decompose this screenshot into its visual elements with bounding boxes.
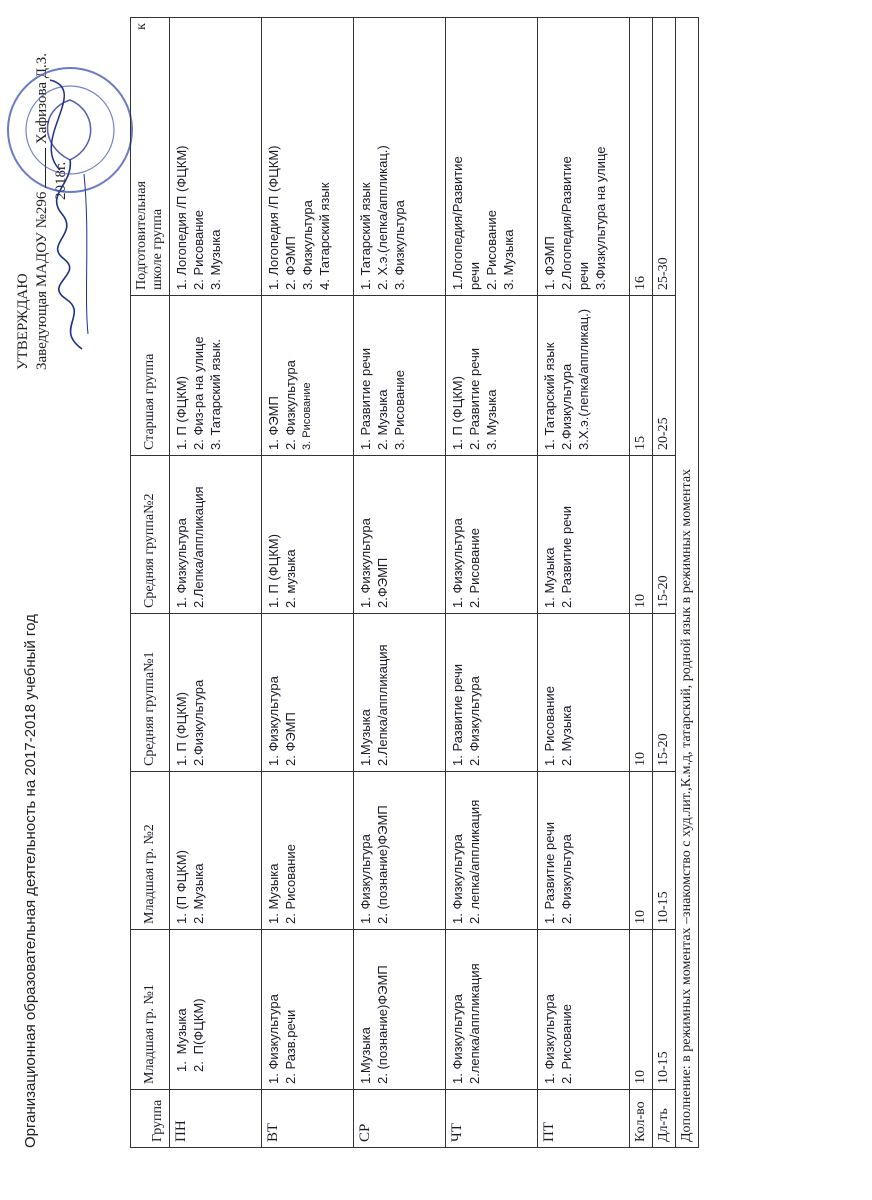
count-label: Кол-во xyxy=(630,1090,653,1148)
header-group: Средняя группа№1 xyxy=(131,614,170,772)
approval-head-title: Заведующая МАДОУ №296 xyxy=(34,191,50,370)
count-value: 15 xyxy=(630,296,653,456)
activity: 4. Татарский язык xyxy=(317,182,332,290)
header-group: Младшая гр. №1 xyxy=(131,930,170,1090)
table-cell xyxy=(354,772,446,930)
table-cell xyxy=(446,18,538,296)
activity: 2.Лепка/аппликация xyxy=(375,644,390,766)
activity: речи xyxy=(467,261,482,290)
table-cell xyxy=(262,18,354,296)
count-row xyxy=(630,18,653,1148)
table-row xyxy=(538,18,630,1148)
activity: 2.Физкультура xyxy=(191,679,206,766)
activity: 1. (П ФЦКМ) xyxy=(174,850,189,924)
activity: 3. Музыка xyxy=(501,229,516,290)
activity: 2. Развитие речи xyxy=(559,505,574,608)
duration-row xyxy=(653,18,676,1148)
table-cell xyxy=(262,296,354,456)
activity: 3. Физкультура xyxy=(392,200,407,290)
header-group: Старшая группа xyxy=(131,296,170,456)
approval-name: Хафизова Д.З. xyxy=(34,52,50,145)
activity: 2. Развитие речи xyxy=(467,347,482,450)
header-group: Средняя группа№2 xyxy=(131,456,170,614)
activity: речи xyxy=(576,261,591,290)
duration-value: 10-15 xyxy=(653,930,676,1090)
activity: 3. Музыка xyxy=(484,389,499,450)
schedule-table xyxy=(130,17,699,1148)
table-cell xyxy=(538,456,630,614)
activity: 1.Логопедия/Развитие xyxy=(450,156,465,290)
activity: 3. Рисование xyxy=(392,370,407,450)
activity: 2.Лепка/аппликация xyxy=(191,486,206,608)
activity: 2. Музыка xyxy=(559,705,574,766)
note-row xyxy=(676,18,699,1148)
activity: 2. Рисование xyxy=(467,528,482,608)
table-cell xyxy=(354,930,446,1090)
header-group-line: школе группа xyxy=(150,208,165,290)
table-row xyxy=(262,18,354,1148)
header-corner: Группа xyxy=(131,1090,170,1148)
activity: 2. лепка/аппликация xyxy=(467,799,482,924)
activity: 1.Музыка xyxy=(358,1027,373,1084)
activity: 1. П (ФЦКМ) xyxy=(174,692,189,766)
table-cell xyxy=(354,456,446,614)
activity: 2. Физкультура xyxy=(559,834,574,924)
count-value: 16 xyxy=(630,18,653,296)
header-group: Младшая гр. №2 xyxy=(131,772,170,930)
activity: 1. Логопедия /П (ФЦКМ) xyxy=(266,145,281,290)
activity: 2.лепка/аппликация xyxy=(467,963,482,1084)
activity: 1. Развитие речи xyxy=(358,347,373,450)
count-value: 10 xyxy=(630,614,653,772)
day-label: ПН xyxy=(170,1090,262,1148)
activity: 1. Татарский язык xyxy=(542,342,557,450)
activity: 2. (познание)ФЭМП xyxy=(375,965,390,1084)
activity: 2.Логопедия/Развитие xyxy=(559,156,574,290)
activity: 1. Физкультура xyxy=(358,518,373,608)
list-marker: 2. xyxy=(191,1061,206,1072)
table-cell xyxy=(538,772,630,930)
activity: 1. Физкультура xyxy=(450,834,465,924)
day-label: СР xyxy=(354,1090,446,1148)
approval-heading: УТВЕРЖДАЮ xyxy=(15,273,31,370)
document-title: Организационная образовательная деятельность на 2017-2018 учебный год xyxy=(22,614,39,1148)
activity: 1. Музыка xyxy=(542,547,557,608)
table-cell xyxy=(354,296,446,456)
activity: П(ФЦКМ) xyxy=(191,998,206,1055)
activity: 1. Физкультура xyxy=(266,676,281,766)
header-group-line: Подготовительная xyxy=(134,181,149,290)
activity: 2. Физкультура xyxy=(467,676,482,766)
activity: 2. Музыка xyxy=(191,863,206,924)
table-cell xyxy=(262,772,354,930)
activity: 3. Музыка xyxy=(208,229,223,290)
activity: 1. Физкультура xyxy=(358,834,373,924)
activity: 2. Музыка xyxy=(375,389,390,450)
count-value: 10 xyxy=(630,772,653,930)
table-cell xyxy=(538,614,630,772)
activity: 1. ФЭМП xyxy=(542,236,557,290)
activity: 1. Татарский язык xyxy=(358,182,373,290)
activity: 2. Физкультура xyxy=(283,360,298,450)
table-cell xyxy=(538,296,630,456)
activity: 3. Татарский язык. xyxy=(208,339,223,450)
table-row xyxy=(170,18,262,1148)
table-cell xyxy=(262,614,354,772)
activity: 1. Физкультура xyxy=(450,518,465,608)
activity: 1.Музыка xyxy=(358,709,373,766)
activity: 1. Физкультура xyxy=(266,994,281,1084)
day-label: ЧТ xyxy=(446,1090,538,1148)
table-cell xyxy=(354,18,446,296)
activity: 2. Рисование xyxy=(484,210,499,290)
activity: 1. Музыка xyxy=(266,863,281,924)
duration-value: 10-15 xyxy=(653,772,676,930)
activity: 1. Физкультура xyxy=(542,994,557,1084)
list-marker: 1. xyxy=(174,1061,189,1072)
table-cell xyxy=(170,18,262,296)
activity: 2. ФЭМП xyxy=(283,712,298,766)
day-label: ПТ xyxy=(538,1090,630,1148)
count-value: 10 xyxy=(630,456,653,614)
activity: 2. музыка xyxy=(283,549,298,608)
activity: 3. Физкультура xyxy=(300,200,315,290)
table-cell xyxy=(446,772,538,930)
activity: 2. Х.э.(лепка/аппликац.) xyxy=(375,145,390,290)
activity: 2. Рисование xyxy=(283,844,298,924)
table-cell xyxy=(446,296,538,456)
table-cell xyxy=(170,930,262,1090)
activity: 1. Рисование xyxy=(542,686,557,766)
activity: Музыка xyxy=(174,1008,189,1055)
activity: 2.ФЭМП xyxy=(375,557,390,608)
day-label: ВТ xyxy=(262,1090,354,1148)
table-row xyxy=(354,18,446,1148)
table-cell xyxy=(170,296,262,456)
activity: 1. П (ФЦКМ) xyxy=(266,534,281,608)
count-value: 10 xyxy=(630,930,653,1090)
table-cell xyxy=(262,930,354,1090)
activity: 2. Рисование xyxy=(191,210,206,290)
table-cell xyxy=(446,456,538,614)
header-group-suffix: к xyxy=(134,23,149,30)
duration-value: 15-20 xyxy=(653,614,676,772)
table-cell xyxy=(354,614,446,772)
activity: 1. Развитие речи xyxy=(542,821,557,924)
activity: 3.Х.э.(лепка/аппликац.) xyxy=(576,308,591,450)
header-row xyxy=(131,18,170,1148)
activity: 2. ФЭМП xyxy=(283,236,298,290)
activity: 3. Рисование xyxy=(301,382,313,450)
duration-label: Дл-ть xyxy=(653,1090,676,1148)
activity: 1. П (ФЦКМ) xyxy=(450,376,465,450)
duration-value: 25-30 xyxy=(653,18,676,296)
stamp-seal-icon xyxy=(0,60,140,200)
table-note: Дополнение: в режимных моментах –знакомство с худ.лит.,К.м.д, татарский, родной язык в режимных моментах xyxy=(676,18,699,1148)
activity: 2.Физкультура xyxy=(559,363,574,450)
activity: 1. Логопедия /П (ФЦКМ) xyxy=(174,145,189,290)
table-cell xyxy=(262,456,354,614)
duration-value: 15-20 xyxy=(653,456,676,614)
table-cell xyxy=(170,456,262,614)
activity: 2. Физ-ра на улице xyxy=(191,336,206,450)
header-group xyxy=(131,18,170,296)
table-cell xyxy=(170,772,262,930)
table-row xyxy=(446,18,538,1148)
activity: 1. П (ФЦКМ) xyxy=(174,376,189,450)
table-cell xyxy=(446,930,538,1090)
table-cell xyxy=(538,18,630,296)
activity: 2. Разв.речи xyxy=(283,1009,298,1084)
activity: 1. Физкультура xyxy=(174,518,189,608)
activity: 1. Развитие речи xyxy=(450,663,465,766)
activity: 1. ФЭМП xyxy=(266,396,281,450)
approval-date: 2018г. xyxy=(53,161,69,200)
duration-value: 20-25 xyxy=(653,296,676,456)
activity: 1. Физкультура xyxy=(450,994,465,1084)
table-cell xyxy=(170,614,262,772)
activity: 2. (познание)ФЭМП xyxy=(375,805,390,924)
activity: 2. Рисование xyxy=(559,1004,574,1084)
table-cell xyxy=(446,614,538,772)
table-cell xyxy=(538,930,630,1090)
activity: 3.Физкультура на улице xyxy=(593,146,608,290)
